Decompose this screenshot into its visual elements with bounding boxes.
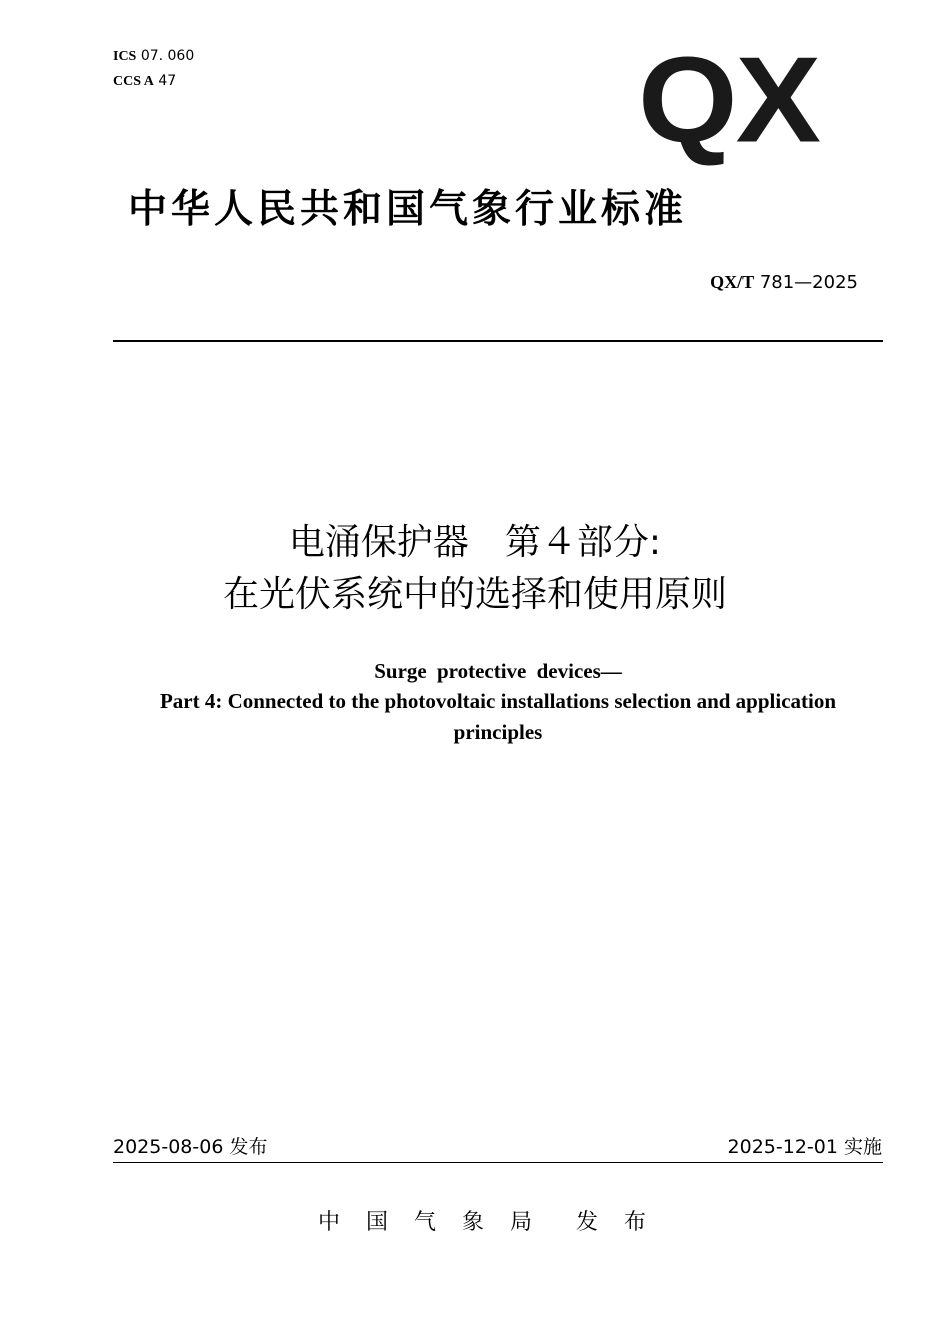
ics-label: ICS: [113, 49, 137, 64]
ccs-line: [113, 69, 194, 94]
issue-date: [113, 1132, 267, 1159]
implementation-date: [728, 1132, 882, 1159]
footer-divider: [113, 1162, 883, 1163]
standard-number-value: 781—2025: [759, 272, 858, 293]
english-title-line-3: principles: [453, 720, 543, 744]
standard-category-title: 中华人民共和国气象行业标准: [128, 187, 688, 232]
implementation-date-label: 实施: [843, 1136, 882, 1158]
ccs-label: CCS A: [113, 74, 154, 89]
issuing-authority: [0, 1205, 950, 1236]
issuer-name: 中国气象局: [317, 1210, 558, 1235]
issue-date-value: 2025-08-06: [113, 1136, 224, 1158]
qx-logo: QX: [638, 32, 819, 169]
standard-number-prefix: QX/T: [710, 272, 755, 292]
implementation-date-value: 2025-12-01: [727, 1136, 838, 1158]
ics-code: 07. 060: [140, 48, 195, 64]
issue-date-label: 发布: [229, 1136, 268, 1158]
chinese-title-line-1: 电涌保护器 第４部分:: [288, 522, 662, 563]
ccs-code: 47: [158, 73, 177, 89]
english-title-line-2: Part 4: Connected to the photovoltaic installations selection and application: [159, 689, 837, 713]
ics-line: [113, 44, 194, 69]
english-title-line-1: Surge protective devices—: [374, 659, 622, 683]
standard-number: [710, 272, 858, 293]
chinese-title-line-2: 在光伏系统中的选择和使用原则: [222, 574, 727, 615]
issuer-action: 发布: [576, 1210, 673, 1235]
classification-codes: [113, 44, 194, 94]
header-divider: [113, 340, 883, 342]
